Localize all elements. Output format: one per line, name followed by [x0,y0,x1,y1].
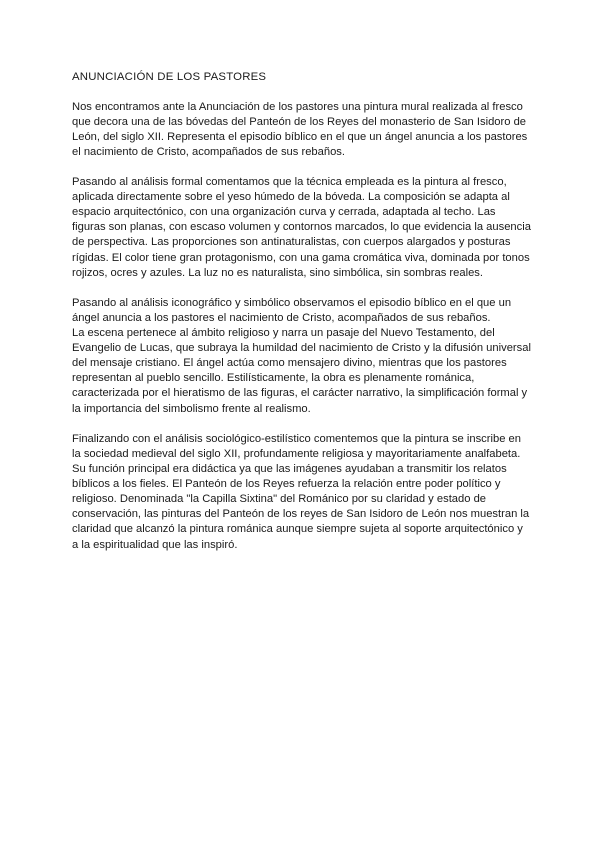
text-line: rígidas. El color tiene gran protagonismo, con una gama cromática viva, dominada por tonos [72,251,530,264]
text-line: claridad que alcanzó la pintura románica aunque siempre sujeta al soporte arquitectónico y [72,523,523,536]
text-line: Evangelio de Lucas, que subraya la humildad del nacimiento de Cristo y la difusión universal [72,342,531,355]
text-line: del mensaje cristiano. El ángel actúa como mensajero divino, mientras que los pastores [72,357,507,370]
text-line: caracterizada por el hieratismo de las figuras, el carácter narrativo, la simplificación formal y [72,387,528,400]
document-page [72,70,530,568]
text-line: figuras son planas, con escaso volumen y contornos marcados, lo que evidencia la ausencia [72,221,531,234]
document-title: ANUNCIACIÓN DE LOS PASTORES [72,71,267,83]
text-line: Pasando al análisis iconográfico y simbólico observamos el episodio bíblico en el que un [72,296,512,309]
text-line: de perspectiva. Las proporciones son antinaturalistas, con cuerpos alargados y posturas [72,236,511,249]
text-line: rojizos, ocres y azules. La luz no es naturalista, sino simbólica, sin sombras reales. [72,266,484,279]
text-line: Pasando al análisis formal comentamos que la técnica empleada es la pintura al fresco, [72,176,507,189]
text-line: a la espiritualidad que las inspiró. [72,538,238,551]
paragraph-iconographic-analysis [72,296,530,417]
text-line: aplicada directamente sobre el yeso húmedo de la bóveda. La composición se adapta al [72,191,510,204]
text-line: León, del siglo XII. Representa el episodio bíblico en el que un ángel anuncia a los pastores [72,130,528,143]
text-line: Nos encontramos ante la Anunciación de los pastores una pintura mural realizada al fresco [72,100,523,113]
text-line: la importancia del simbolismo frente al realismo. [72,402,311,415]
text-line: representan al pueblo sencillo. Estilísticamente, la obra es plenamente románica, [72,372,475,385]
text-line: conservación, las pinturas del Panteón de los reyes de San Isidoro de León nos muestran la [72,508,530,521]
text-line: espacio arquitectónico, con una organización curva y cerrada, adaptada al techo. Las [72,206,496,219]
text-line: que decora una de las bóvedas del Panteón de los Reyes del monasterio de San Isidoro de [72,115,527,128]
text-line: religioso. Denominada "la Capilla Sixtina" del Románico por su claridad y estado de [72,493,487,506]
text-line: Finalizando con el análisis sociológico-estilístico comentemos que la pintura se inscribe en [72,432,521,445]
text-line: bíblicos a los fieles. El Panteón de los Reyes refuerza la relación entre poder político y [72,478,501,491]
text-line: Su función principal era didáctica ya que las imágenes ayudaban a transmitir los relatos [72,463,507,476]
paragraph-formal-analysis [72,175,530,281]
text-line: la sociedad medieval del siglo XII, profundamente religiosa y mayoritariamente analfabeta. [72,447,521,460]
text-line: La escena pertenece al ámbito religioso y narra un pasaje del Nuevo Testamento, del [72,327,495,340]
paragraph-sociological-analysis [72,432,530,553]
paragraph-introduction [72,100,530,160]
text-line: ángel anuncia a los pastores el nacimiento de Cristo, acompañados de sus rebaños. [72,312,491,324]
text-line: el nacimiento de Cristo, acompañados de sus rebaños. [72,145,346,158]
